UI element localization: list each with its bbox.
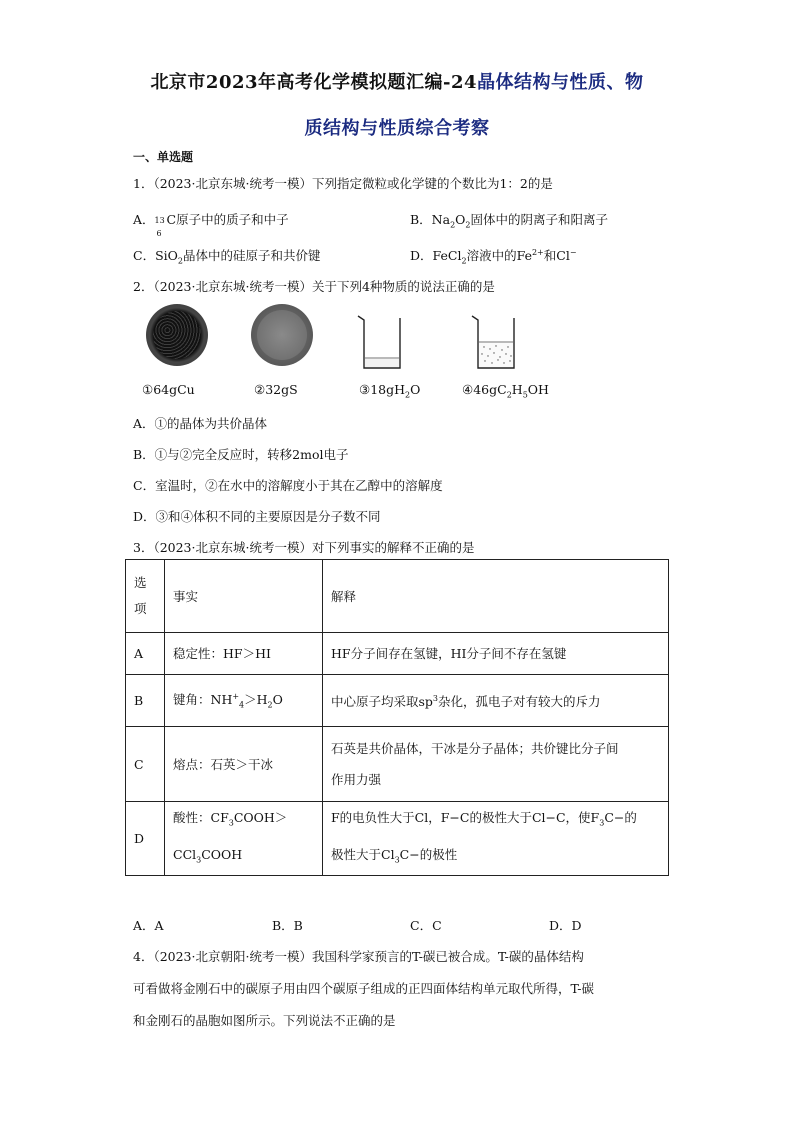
q4-line-1: 4．（2023·北京朝阳·统考一模）我国科学家预言的T-碳已被合成。T-碳的晶体结构 xyxy=(133,949,584,964)
table-row: A 稳定性：HF＞HI HF分子间存在氢键，HI分子间不存在氢键 xyxy=(126,633,669,675)
q1-option-a: A． 13 6 C原子中的质子和中子 xyxy=(133,212,289,238)
q4-line-3: 和金刚石的晶胞如图所示。下列说法不正确的是 xyxy=(133,1013,396,1028)
q4-line-2: 可看做将金刚石中的碳原子用由四个碳原子组成的正四面体结构单元取代所得，T-碳 xyxy=(133,981,594,996)
table-row: C 熔点：石英＞干冰 石英是共价晶体，干冰是分子晶体；共价键比分子间 作用力强 xyxy=(126,727,669,802)
q3-answer-c: C．C xyxy=(410,918,442,933)
table-row: D 酸性：$CF_3COOH>$ CCl$_3$COOH F的电负性大于Cl，F−C的极性大于Cl−C，使$F_3C-$的 极性大于$Cl_3C-$的极性 xyxy=(126,802,669,876)
caption-copper: ①64gCu xyxy=(142,382,195,397)
q3-answer-d: D．D xyxy=(549,918,582,933)
q2-option-c: C．室温时，②在水中的溶解度小于其在乙醇中的溶解度 xyxy=(133,478,443,493)
table-row: B 键角：$NH^+_4>H_2O$ 中心原子均采取$sp^3$杂化，孤电子对有较大的斥力 xyxy=(126,675,669,727)
title-part-2: 晶体结构与性质、物 xyxy=(477,72,644,93)
q3-answer-a: A．A xyxy=(133,918,164,933)
title-line-2: 质结构与性质综合考察 xyxy=(304,118,490,139)
q2-option-b: B．①与②完全反应时，转移2mol电子 xyxy=(133,447,349,462)
facts-table xyxy=(125,559,669,876)
q2-option-a: A．①的晶体为共价晶体 xyxy=(133,416,268,431)
q3-answer-b: B．B xyxy=(272,918,303,933)
ethanol-beaker-image xyxy=(470,314,518,372)
title-line-1 xyxy=(0,68,794,94)
q3-stem: 3．（2023·北京东城·统考一模）对下列事实的解释不正确的是 xyxy=(133,540,475,555)
q1-option-d: D．FeCl$_2$溶液中的$Fe^{2+}$和Cl− xyxy=(410,247,577,266)
header-fact: 事实 xyxy=(165,560,323,633)
q1-option-b: B．$Na_2O_2$固体中的阴离子和阳离子 xyxy=(410,212,609,230)
header-option: 选 项 xyxy=(126,560,165,633)
q2-stem: 2．（2023·北京东城·统考一模）关于下列4种物质的说法正确的是 xyxy=(133,279,495,294)
caption-sulfur: ②32gS xyxy=(254,382,298,397)
q1-stem: 1．（2023·北京东城·统考一模）下列指定微粒或化学键的个数比为1：2的是 xyxy=(133,176,553,191)
table-header-row xyxy=(126,560,669,633)
water-beaker-image xyxy=(356,314,404,372)
sulfur-sample-image xyxy=(251,304,313,366)
copper-sample-image xyxy=(146,304,208,366)
q2-option-d: D．③和④体积不同的主要原因是分子数不同 xyxy=(133,509,381,524)
header-explanation: 解释 xyxy=(323,560,669,633)
title-part-1: 北京市2023年高考化学模拟题汇编-24 xyxy=(150,72,478,93)
caption-water: $③18gH_2O$ xyxy=(359,382,421,400)
caption-ethanol: $④46gC_2H_5OH$ xyxy=(462,382,549,400)
q1-option-c: C．SiO$_2$晶体中的硅原子和共价键 xyxy=(133,248,321,266)
section-heading: 一、单选题 xyxy=(133,150,194,164)
